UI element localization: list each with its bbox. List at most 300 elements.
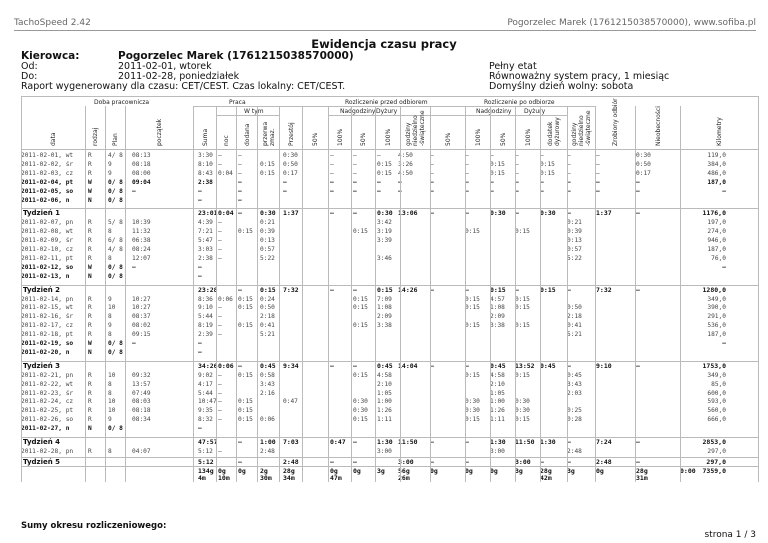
body-col-line-15	[465, 149, 466, 482]
cell-20: 187,0	[707, 331, 726, 339]
week-cell-14: –	[567, 457, 571, 466]
week-cell-0: 23:01	[198, 209, 218, 218]
cell-20: 197,0	[707, 219, 726, 227]
col-header-0-0: data	[50, 132, 57, 146]
cell-11: 1:00	[377, 398, 392, 406]
week-cell-12: –	[515, 285, 519, 294]
from-date: 2011-02-01, wtorek	[118, 61, 212, 72]
cell-2: 8	[108, 389, 112, 397]
cell-2: 0/ 8	[108, 263, 123, 271]
cell-4: 9:10	[198, 304, 213, 312]
cell-7: 2:16	[260, 389, 275, 397]
cell-0: 2011-02-08, wt	[21, 228, 74, 236]
cell-7: 2:18	[260, 313, 275, 321]
week-cell-5: –	[330, 361, 334, 370]
cell-9: –	[330, 152, 334, 159]
group-przed: Rozliczenie przed odbiorem	[345, 99, 428, 106]
day-row	[0, 322, 737, 331]
cell-0: 2011-02-09, śr	[21, 237, 74, 245]
body-col-line-7	[257, 149, 258, 482]
cell-18: 3:43	[567, 380, 582, 388]
cell-14: 0:15	[465, 295, 480, 303]
col-line-1	[85, 106, 86, 149]
cell-4: –	[198, 348, 202, 356]
cell-2: 4/ 8	[108, 246, 123, 253]
cell-6: –	[238, 187, 242, 195]
cell-2: 10	[108, 371, 116, 379]
sum-cell-0: 134g	[198, 466, 214, 475]
week-cell-7: 0:15	[377, 285, 393, 294]
day-row	[0, 219, 737, 228]
app-name: TachoSpeed 2.42	[14, 18, 91, 28]
col-line-5	[216, 106, 217, 149]
week-cell-12: 13:52	[515, 361, 535, 370]
cell-1: R	[88, 295, 92, 303]
cell-18: 0:13	[567, 237, 582, 245]
cell-14: –	[465, 187, 469, 195]
cell-3: 10:39	[132, 219, 151, 227]
cell-20: 349,0	[707, 371, 726, 379]
cell-15: 3:00	[490, 447, 505, 455]
cell-4: 7:21	[198, 228, 213, 236]
week-cell-8: 3:00	[398, 457, 414, 466]
cell-16: –	[515, 187, 519, 195]
week-cell-3: 0:45	[260, 361, 276, 370]
cell-3: 13:57	[132, 380, 151, 388]
sum-cell-18: 7359,0	[702, 466, 726, 475]
col-header-15-0: 100%	[474, 128, 482, 146]
cell-2: 0/ 8	[108, 272, 123, 280]
cell-0: 2011-02-11, pt	[21, 254, 74, 262]
cell-5: –	[218, 322, 222, 330]
cell-3: 10:27	[132, 295, 151, 303]
week-cell-9: –	[430, 285, 434, 294]
body-col-line-18	[540, 149, 541, 482]
cell-2: 10	[108, 398, 116, 406]
col-header-19-2: -świąteczne	[585, 110, 592, 146]
cell-4: –	[198, 263, 202, 271]
day-row	[0, 349, 737, 358]
cell-18: 0:45	[567, 371, 582, 379]
day-row	[0, 416, 737, 425]
cell-16: 0:15	[515, 371, 530, 379]
cell-0: 2011-02-25, pt	[21, 407, 74, 415]
top-bar	[0, 0, 768, 34]
cell-5: –	[218, 304, 222, 312]
sum-top-line	[21, 466, 758, 467]
day-row	[0, 188, 737, 197]
week-cell-12: –	[515, 209, 519, 218]
cell-8: 0:17	[283, 169, 298, 177]
cell-8: 0:50	[283, 160, 298, 168]
sum-cell-1: 0g	[218, 466, 226, 475]
cell-1: R	[88, 160, 92, 168]
cell-7: 3:43	[260, 380, 275, 388]
cell-1: R	[88, 246, 92, 253]
cell-7: 0:15	[260, 169, 275, 177]
cell-4: –	[198, 196, 202, 204]
week-cell-8: 13:06	[398, 209, 418, 218]
cell-4: 5:47	[198, 237, 213, 245]
cell-1: N	[88, 196, 92, 204]
cell-15: 1:00	[490, 398, 505, 406]
cell-20: 390,0	[707, 304, 726, 312]
day-row	[0, 331, 737, 340]
cell-0: 2011-02-07, pn	[21, 219, 74, 227]
week-cell-11: 0:30	[490, 209, 506, 218]
cell-1: R	[88, 322, 92, 330]
col-header-12-0: 100%	[384, 128, 392, 146]
day-row	[0, 390, 737, 399]
week-cell-11: 0:15	[490, 285, 506, 294]
week-cell-16: –	[636, 438, 640, 446]
day-row	[0, 372, 737, 381]
cell-11: 3:39	[377, 237, 392, 245]
cell-5: –	[218, 152, 222, 159]
body-col-line-4	[193, 149, 194, 482]
cell-4: 8:32	[198, 416, 213, 424]
cell-4: 8:10	[198, 160, 213, 168]
col-header-7-1: zmaz.	[268, 128, 276, 146]
body-col-line-13	[400, 149, 401, 482]
sum-cell-17: 0:00	[680, 466, 696, 475]
cell-1: R	[88, 313, 92, 321]
cell-6: 0:15	[238, 407, 253, 415]
cell-18: 0:28	[567, 416, 582, 424]
cell-3: 09:32	[132, 371, 151, 379]
cell-4: 8:19	[198, 322, 213, 330]
sum-cell-7: 3g	[377, 466, 385, 475]
cell-17: –	[540, 187, 544, 195]
cell-20: 187,0	[707, 246, 726, 253]
cell-3: –	[132, 340, 136, 347]
sum-cell-6: 0g	[353, 466, 361, 475]
day-row	[0, 448, 737, 457]
cell-15: 2:10	[490, 380, 505, 388]
cell-2: 8	[108, 313, 112, 321]
week-cell-13: –	[540, 457, 544, 466]
sum-cell-10: 0g	[465, 466, 473, 475]
cell-3: 09:04	[132, 178, 151, 186]
sum-cell-3: 2g	[260, 466, 268, 475]
cell-13: –	[430, 160, 434, 168]
cell-3: 08:18	[132, 407, 151, 415]
cell-6: 0:15	[238, 371, 253, 379]
col-line-2	[105, 106, 106, 149]
cell-6: 0:15	[238, 228, 253, 236]
col-header-5-0: noc	[223, 135, 230, 146]
col-header-13-0: godziny	[405, 122, 412, 146]
day-row	[0, 273, 737, 282]
driver-name: Pogorzelec Marek (1761215038570000)	[118, 50, 354, 62]
cell-1: R	[88, 371, 92, 379]
cell-6: –	[238, 160, 242, 168]
body-col-line-16	[490, 149, 491, 482]
cell-7: 0:24	[260, 295, 275, 303]
group-nadg-1: Nadgodziny	[340, 108, 376, 115]
week-cell-16: –	[636, 361, 640, 370]
cell-20: 349,0	[707, 295, 726, 303]
col-line-23	[758, 96, 759, 149]
cell-0: 2011-02-15, wt	[21, 304, 74, 312]
cell-20: 946,0	[707, 237, 726, 245]
driver-label: Kierowca:	[21, 50, 80, 62]
day-row	[0, 407, 737, 416]
cell-18: –	[567, 160, 571, 168]
cell-3: 12:07	[132, 254, 151, 262]
sum-cell-15: 0g	[596, 466, 604, 475]
sum-cell-13: 28g	[540, 466, 552, 475]
cell-11: 1:26	[377, 407, 392, 415]
page-title: Ewidencja czasu pracy	[311, 37, 457, 51]
col-header-9-0: 50%	[312, 132, 319, 146]
cell-2: 0/ 8	[108, 348, 123, 356]
cell-0: 2011-02-17, cz	[21, 322, 74, 330]
default-day-off: Domyślny dzień wolny: sobota	[489, 81, 634, 92]
cell-5: –	[218, 407, 222, 415]
cell-11: 1:11	[377, 416, 392, 424]
cell-14: –	[465, 152, 469, 159]
week-cell-7: 0:30	[377, 209, 393, 218]
cell-5: –	[218, 398, 222, 406]
week-cell-0: 5:12	[198, 457, 214, 466]
cell-18: 5:22	[567, 254, 582, 262]
owner-info: Pogorzelec Marek (1761215038570000), www.sofiba.pl	[507, 18, 756, 28]
cell-0: 2011-02-21, pn	[21, 371, 74, 379]
cell-4: 4:39	[198, 219, 213, 227]
col-line-9	[302, 106, 303, 149]
cell-16: 0:15	[515, 416, 530, 424]
contract-type: Pełny etat	[489, 61, 537, 72]
cell-18: 0:21	[567, 219, 582, 227]
cell-5: –	[218, 447, 222, 455]
cell-6: 0:15	[238, 416, 253, 424]
col-line-15	[465, 106, 466, 149]
body-col-line-14	[430, 149, 431, 482]
cell-2: 4/ 8	[108, 152, 123, 159]
body-col-line-5	[216, 149, 217, 482]
cell-0: 2011-02-24, cz	[21, 398, 74, 406]
cell-15: –	[490, 178, 494, 186]
week-cell-2: –	[238, 438, 242, 446]
cell-2: 10	[108, 304, 116, 312]
cell-11: 2:09	[377, 313, 392, 321]
week-cell-17: 297,0	[706, 457, 726, 466]
cell-0: 2011-02-18, pt	[21, 331, 74, 339]
cell-3: 08:34	[132, 416, 151, 424]
cell-3: 10:27	[132, 304, 151, 312]
cell-15: 1:05	[490, 389, 505, 397]
cell-14: 0:15	[465, 416, 480, 424]
cell-10: 0:15	[353, 416, 368, 424]
cell-6: 0:15	[238, 322, 253, 330]
body-col-line-0	[21, 149, 22, 482]
week-cell-11: 0:45	[490, 361, 506, 370]
cell-18: –	[567, 169, 571, 177]
cell-3: 11:32	[132, 228, 151, 236]
cell-0: 2011-02-28, pn	[21, 447, 74, 455]
cell-4: 3:30	[198, 152, 213, 159]
cell-16: –	[515, 160, 519, 168]
week-cell-13: 0:45	[540, 361, 556, 370]
cell-20: 0:50	[636, 160, 651, 168]
col-line-22	[680, 106, 681, 149]
cell-17: 0:15	[540, 169, 555, 177]
cell-0: 2011-02-06, n	[21, 196, 70, 204]
week-cell-10: –	[465, 285, 469, 294]
cell-9: –	[330, 178, 334, 186]
cell-10: 0:15	[353, 371, 368, 379]
cell-3: 08:02	[132, 322, 151, 330]
body-col-line-6	[236, 149, 237, 482]
col-header-1-0: rodzaj	[92, 127, 99, 146]
cell-3: 08:00	[132, 169, 151, 177]
cell-4: 5:44	[198, 389, 213, 397]
body-col-line-11	[351, 149, 352, 482]
cell-10: 0:30	[353, 398, 368, 406]
col-header-16-0: 50%	[499, 132, 507, 146]
cell-2: 9	[108, 295, 112, 303]
cell-1: R	[88, 237, 92, 245]
work-system: Równoważny system pracy, 1 miesiąc	[489, 71, 670, 82]
week-cell-12: 3:00	[515, 457, 531, 466]
day-row	[0, 246, 737, 255]
week-cell-15: 1:37	[596, 209, 612, 218]
cell-19: –	[596, 152, 600, 159]
body-col-line-17	[515, 149, 516, 482]
cell-4: 5:12	[198, 447, 213, 455]
body-col-line-1	[85, 149, 86, 482]
week-cell-10: –	[465, 438, 469, 446]
cell-18: 2:18	[567, 313, 582, 321]
cell-10: –	[353, 169, 357, 177]
week-cell-16: –	[636, 209, 640, 218]
cell-2: 9	[108, 322, 112, 330]
week-cell-4: 7:32	[283, 285, 299, 294]
cell-3: 08:03	[132, 398, 151, 406]
cell-11: 7:09	[377, 295, 392, 303]
col-line-20	[595, 106, 596, 149]
week-cell-5: –	[330, 457, 334, 466]
cell-10: –	[353, 178, 357, 186]
cell-15: 2:09	[490, 313, 505, 321]
cell-11: 3:38	[377, 322, 392, 330]
cell-16: –	[515, 152, 519, 159]
cell-20: –	[722, 263, 726, 271]
day-row	[0, 340, 737, 349]
col-header-13-1: niedzielno	[412, 115, 419, 146]
cell-1: W	[88, 178, 92, 186]
cell-14: 0:15	[465, 371, 480, 379]
week-cell-14: –	[567, 285, 571, 294]
cell-7: 2:48	[260, 447, 275, 455]
cell-8: –	[283, 178, 287, 186]
week-2-row-line	[21, 285, 758, 286]
group-praca: Praca	[229, 99, 246, 106]
cell-2: 10	[108, 407, 116, 415]
week-label: Tydzień 3	[23, 361, 61, 370]
cell-7: 5:21	[260, 331, 275, 339]
cell-12: 4:50	[398, 169, 413, 177]
body-col-line-12	[375, 149, 376, 482]
cell-2: 0/ 8	[108, 187, 123, 195]
cell-16: 0:15	[515, 295, 530, 303]
cell-18: –	[567, 178, 571, 186]
week-cell-12: 11:50	[515, 438, 535, 446]
cell-6: –	[238, 152, 242, 159]
cell-3: –	[132, 263, 136, 271]
week-cell-3: 0:15	[260, 285, 276, 294]
group-line-3	[328, 115, 567, 116]
page-number: strona 1 / 3	[704, 530, 756, 540]
sum2-cell-0: 4m	[198, 473, 206, 482]
group-doba: Doba pracownicza	[94, 99, 150, 106]
cell-11: –	[377, 178, 381, 186]
cell-21: –	[722, 187, 726, 195]
cell-7: 0:06	[260, 416, 275, 424]
cell-8: 0:30	[283, 152, 298, 159]
week-cell-6: –	[353, 209, 357, 218]
cell-17: –	[540, 152, 544, 159]
week-cell-7: 0:45	[377, 361, 393, 370]
week-cell-9: –	[430, 209, 434, 218]
cell-1: R	[88, 219, 92, 227]
cell-6: 0:15	[238, 398, 253, 406]
day-row	[0, 228, 737, 237]
cell-18: –	[567, 152, 571, 159]
day-row	[0, 296, 737, 305]
week-cell-17: 2853,0	[702, 438, 726, 446]
col-line-14	[430, 106, 431, 149]
week-cell-8: 14:04	[398, 361, 418, 370]
week-cell-5: –	[330, 209, 334, 218]
col-line-16	[490, 106, 491, 149]
col-header-18-1: dyżurowy	[554, 117, 561, 146]
group-nadg-2: Nadgodziny	[476, 108, 512, 115]
cell-20: 666,0	[707, 416, 726, 424]
group-line-2	[216, 115, 279, 116]
week-cell-14: –	[567, 209, 571, 218]
cell-20: 85,0	[711, 380, 726, 388]
cell-3: 08:37	[132, 313, 151, 321]
cell-4: 8:43	[198, 169, 213, 177]
cell-14: –	[465, 160, 469, 168]
cell-21: 384,0	[707, 160, 726, 168]
sum-cell-4: 28g	[283, 466, 295, 475]
col-line-3	[125, 106, 126, 149]
cell-15: 1:08	[490, 304, 505, 312]
col-header-6-0: dodana	[243, 123, 251, 146]
day-row	[0, 152, 737, 161]
from-label: Od:	[21, 61, 38, 72]
week-cell-17: 1753,0	[702, 361, 726, 370]
cell-4: –	[198, 187, 202, 195]
cell-0: 2011-02-27, n	[21, 425, 70, 433]
cell-12: –	[398, 178, 402, 186]
cell-21: 486,0	[707, 169, 726, 177]
body-col-line-2	[105, 149, 106, 482]
cell-1: N	[88, 348, 92, 356]
cell-13: –	[430, 169, 434, 177]
cell-14: 0:15	[465, 322, 480, 330]
week-cell-14: –	[567, 361, 571, 370]
group-po: Rozliczenie po odbiorze	[484, 99, 555, 106]
cell-13: –	[430, 178, 434, 186]
cell-14: –	[465, 178, 469, 186]
cell-0: 2011-02-04, pt	[21, 178, 74, 186]
week-cell-15: 7:24	[596, 438, 612, 446]
sum2-cell-8: 26m	[398, 473, 410, 482]
